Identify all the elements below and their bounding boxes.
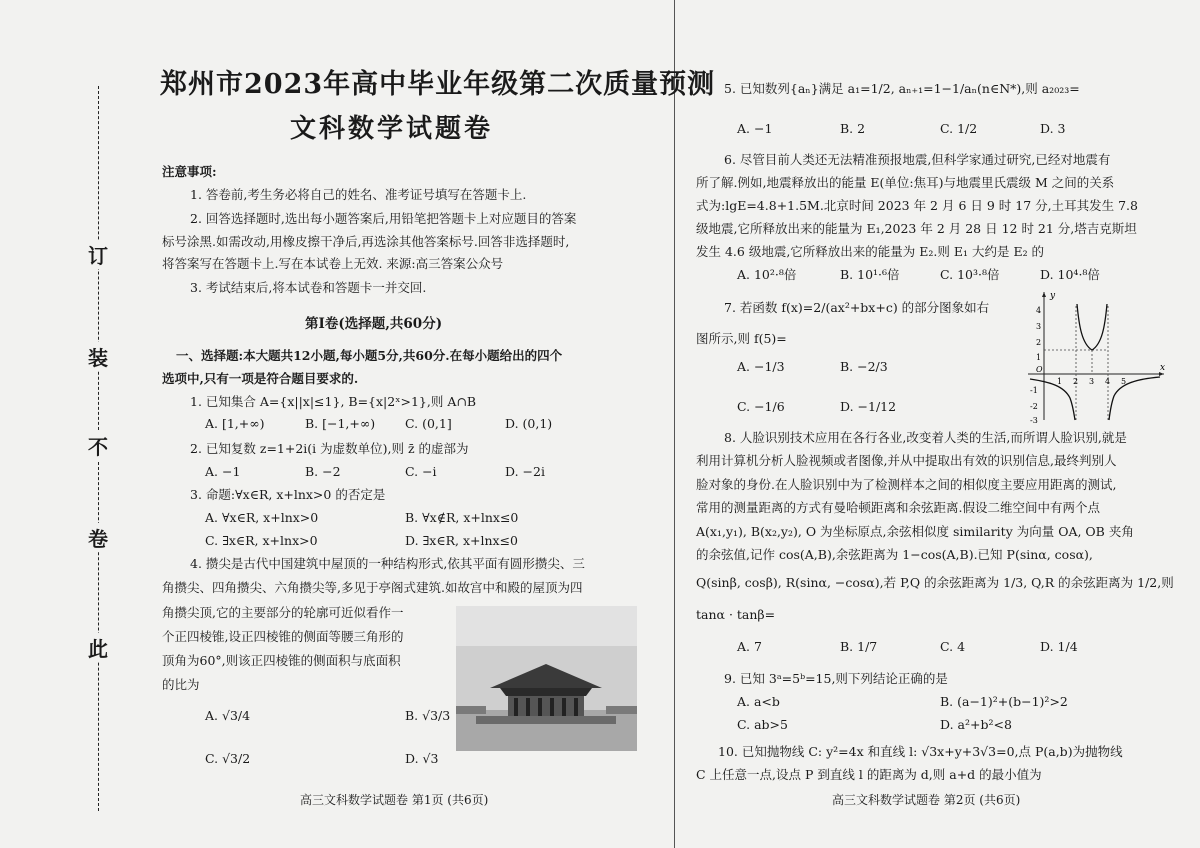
notice-2b: 标号涂黑.如需改动,用橡皮擦干净后,再选涂其他答案标号.回答非选择题时, (162, 234, 570, 249)
palace-illustration (456, 606, 637, 751)
q7-option-c: C. −1/6 (737, 399, 785, 414)
part1-intro-a: 一、选择题:本大题共12小题,每小题5分,共60分.在每小题给出的四个 (176, 348, 563, 363)
q5-option-a: A. −1 (737, 121, 773, 136)
question-4-line-f: 的比为 (162, 677, 200, 692)
curve-right (1109, 377, 1160, 420)
x-tick-4: 4 (1105, 377, 1111, 386)
x-tick-5: 5 (1121, 377, 1127, 386)
notice-2c: 将答案写在答题卡上.写在本试卷上无效. 来源:高三答案公众号 (162, 256, 504, 271)
question-4-line-e: 顶角为60°,则该正四棱锥的侧面积与底面积 (162, 653, 401, 668)
exam-title: 郑州市2023年高中毕业年级第二次质量预测 (160, 69, 716, 100)
q6-option-d: D. 10⁴·⁸倍 (1040, 267, 1100, 282)
q8-option-c: C. 4 (940, 639, 966, 654)
question-8-line-b: 利用计算机分析人脸视频或者图像,并从中提取出有效的识别信息,最终判别人 (696, 453, 1117, 468)
page-divider (674, 0, 675, 848)
q4-option-b: B. √3/3 (405, 708, 451, 723)
q4-option-d: D. √3 (405, 751, 439, 766)
question-2: 2. 已知复数 z=1+2i(i 为虚数单位),则 z̄ 的虚部为 (190, 441, 469, 456)
question-4-line-a: 4. 攒尖是古代中国建筑中屋顶的一种结构形式,依其平面有圆形攒尖、三 (190, 556, 585, 571)
x-tick-3: 3 (1089, 377, 1095, 386)
q1-option-b: B. [−1,+∞) (305, 416, 376, 431)
q4-option-a: A. √3/4 (205, 708, 251, 723)
question-1: 1. 已知集合 A={x||x|≤1}, B={x|2ˣ>1},则 A∩B (190, 394, 477, 409)
q4-option-c: C. √3/2 (205, 751, 251, 766)
y-tick-1: 1 (1036, 353, 1042, 362)
q9-option-b: B. (a−1)²+(b−1)²>2 (940, 694, 1068, 709)
q7-option-b: B. −2/3 (840, 359, 888, 374)
y-tick-2: 2 (1036, 338, 1042, 347)
q8-option-b: B. 1/7 (840, 639, 878, 654)
x-axis-label: x (1160, 363, 1166, 373)
question-8-line-g: Q(sinβ, cosβ), R(sinα, −cosα),若 P,Q 的余弦距离为 1/3, Q,R 的余弦距离为 1/2,则 (696, 575, 1174, 590)
q7-option-d: D. −1/12 (840, 399, 897, 414)
q9-option-d: D. a²+b²<8 (940, 717, 1012, 732)
question-8-line-d: 常用的测量距离的方式有曼哈顿距离和余弦距离.假设二维空间中有两个点 (696, 500, 1100, 515)
q2-option-a: A. −1 (205, 464, 241, 479)
exam-subtitle: 文科数学试题卷 (290, 114, 494, 144)
q7-option-a: A. −1/3 (737, 359, 785, 374)
question-8-line-f: 的余弦值,记作 cos(A,B),余弦距离为 1−cos(A,B).已知 P(sinα, cosα), (696, 547, 1093, 562)
q1-option-c: C. (0,1] (405, 416, 452, 431)
y-tick-4: 4 (1036, 306, 1042, 315)
question-8-line-e: A(x₁,y₁), B(x₂,y₂), O 为坐标原点,余弦相似度 similarity 为向量 OA, OB 夹角 (696, 524, 1134, 539)
question-6-line-a: 6. 尽管目前人类还无法精准预报地震,但科学家通过研究,已经对地震有 (724, 152, 1111, 167)
binding-char-4: 装 (88, 342, 108, 371)
question-4-line-d: 个正四棱锥,设正四棱锥的侧面等腰三角形的 (162, 629, 404, 644)
question-6-line-c: 式为:lgE=4.8+1.5M.北京时间 2023 年 2 月 6 日 9 时 17 分,土耳其发生 7.8 (696, 198, 1138, 213)
page1-footer: 高三文科数学试题卷 第1页 (共6页) (300, 793, 489, 807)
notice-3: 3. 考试结束后,将本试卷和答题卡一并交回. (190, 280, 427, 295)
section-title: 第Ⅰ卷(选择题,共60分) (305, 316, 443, 332)
q5-option-c: C. 1/2 (940, 121, 978, 136)
function-graph (1020, 286, 1168, 426)
question-7-line-b: 图所示,则 f(5)= (696, 331, 787, 346)
notice-heading: 注意事项: (162, 164, 217, 179)
palace-photo (456, 606, 637, 751)
q1-option-a: A. [1,+∞) (205, 416, 265, 431)
binding-char-5: 订 (88, 240, 108, 269)
q9-option-c: C. ab>5 (737, 717, 788, 732)
q9-option-a: A. a<b (737, 694, 780, 709)
binding-char-1: 此 (88, 633, 108, 662)
question-4-line-c: 角攒尖顶,它的主要部分的轮廓可近似看作一 (162, 605, 404, 620)
q5-option-d: D. 3 (1040, 121, 1066, 136)
page2-footer: 高三文科数学试题卷 第2页 (共6页) (832, 793, 1021, 807)
question-6-line-e: 发生 4.6 级地震,它所释放出来的能量为 E₂.则 E₁ 大约是 E₂ 的 (696, 244, 1045, 259)
q2-option-b: B. −2 (305, 464, 341, 479)
y-tick-neg2: -2 (1030, 402, 1038, 411)
y-tick-neg1: -1 (1030, 386, 1038, 395)
question-8-line-a: 8. 人脸识别技术应用在各行各业,改变着人类的生活,而所谓人脸识别,就是 (724, 430, 1127, 445)
q6-option-a: A. 10²·⁸倍 (737, 267, 797, 282)
question-9: 9. 已知 3ᵃ=5ᵇ=15,则下列结论正确的是 (724, 671, 948, 686)
question-8-line-h: tanα · tanβ= (696, 607, 776, 622)
x-tick-2: 2 (1073, 377, 1079, 386)
q3-option-c: C. ∃x∈R, x+lnx>0 (205, 533, 318, 548)
q1-option-d: D. (0,1) (505, 416, 553, 431)
question-7-line-a: 7. 若函数 f(x)=2/(ax²+bx+c) 的部分图象如右 (724, 300, 990, 315)
binding-char-3: 不 (88, 431, 108, 460)
question-8-line-c: 脸对象的身份.在人脸识别中为了检测样本之间的相似度主要应用距离的测试, (696, 477, 1117, 492)
q2-option-d: D. −2i (505, 464, 545, 479)
q3-option-a: A. ∀x∈R, x+lnx>0 (205, 510, 319, 525)
q8-option-d: D. 1/4 (1040, 639, 1078, 654)
q2-option-c: C. −i (405, 464, 437, 479)
question-6-line-d: 级地震,它所释放出来的能量为 E₁,2023 年 2 月 28 日 12 时 21 分,塔吉克斯坦 (696, 221, 1137, 236)
y-tick-neg3: -3 (1030, 416, 1038, 425)
question-4-line-b: 角攒尖、四角攒尖、六角攒尖等,多见于亭阁式建筑.如故宫中和殿的屋顶为四 (162, 580, 583, 595)
notice-2a: 2. 回答选择题时,选出每小题答案后,用铅笔把答题卡上对应题目的答案 (190, 211, 577, 226)
binding-char-2: 卷 (88, 523, 108, 552)
question-10-line-b: C 上任意一点,设点 P 到直线 l 的距离为 d,则 a+d 的最小值为 (696, 767, 1042, 782)
q6-option-b: B. 10¹·⁶倍 (840, 267, 900, 282)
question-5: 5. 已知数列{aₙ}满足 a₁=1/2, aₙ₊₁=1−1/aₙ(n∈N*),则 a₂₀₂₃= (724, 81, 1080, 96)
part1-intro-b: 选项中,只有一项是符合题目要求的. (162, 371, 359, 386)
q8-option-a: A. 7 (737, 639, 762, 654)
q6-option-c: C. 10³·⁸倍 (940, 267, 1000, 282)
curve-middle (1077, 304, 1107, 350)
q3-option-d: D. ∃x∈R, x+lnx≤0 (405, 533, 519, 548)
question-10-line-a: 10. 已知抛物线 C: y²=4x 和直线 l: √3x+y+3√3=0,点 P(a,b)为抛物线 (718, 744, 1123, 759)
y-tick-3: 3 (1036, 322, 1042, 331)
q3-option-b: B. ∀x∉R, x+lnx≤0 (405, 510, 519, 525)
x-tick-1: 1 (1057, 377, 1063, 386)
question-6-line-b: 所了解.例如,地震释放出的能量 E(单位:焦耳)与地震里氏震级 M 之间的关系 (696, 175, 1115, 190)
notice-1: 1. 答卷前,考生务必将自己的姓名、准考证号填写在答题卡上. (190, 187, 527, 202)
q5-option-b: B. 2 (840, 121, 866, 136)
origin-label: O (1036, 365, 1043, 374)
y-axis-label: y (1050, 291, 1056, 301)
question-3: 3. 命题:∀x∈R, x+lnx>0 的否定是 (190, 487, 386, 502)
